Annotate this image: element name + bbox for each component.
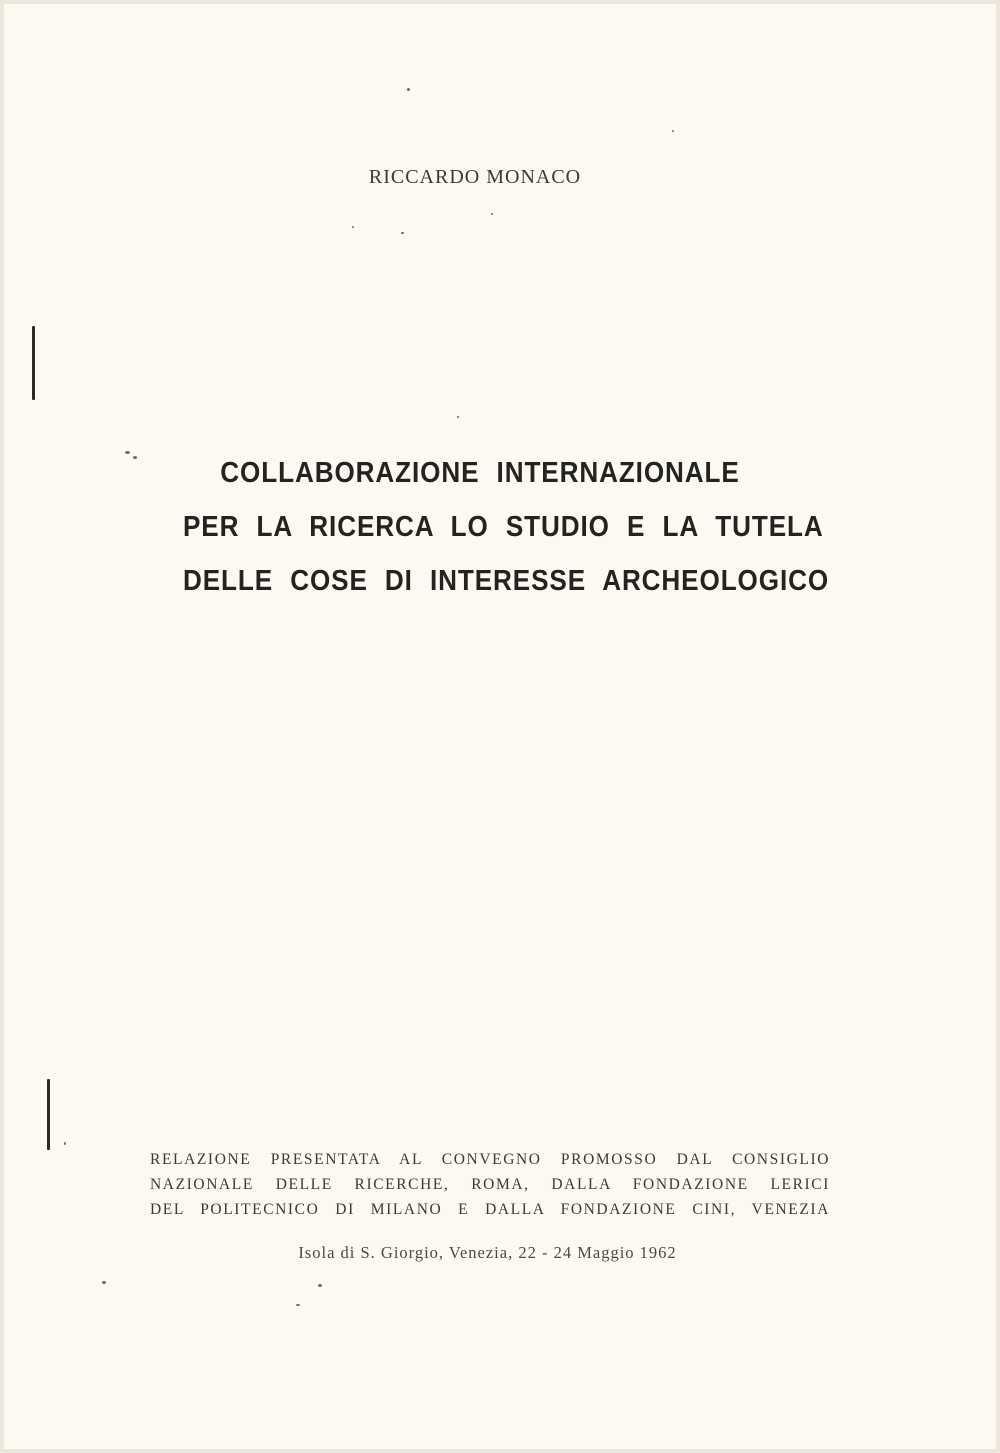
paper-speck: [407, 88, 410, 91]
note-line: RELAZIONE PRESENTATA AL CONVEGNO PROMOSSO DAL CONSIGLIO: [150, 1151, 830, 1168]
author-name: RICCARDO MONACO: [368, 166, 582, 188]
document-title: [150, 446, 830, 608]
note-line: DEL POLITECNICO DI MILANO E DALLA FONDAZIONE CINI, VENEZIA: [150, 1201, 830, 1218]
staple-mark-bottom: [47, 1079, 50, 1150]
presentation-note: [150, 1147, 830, 1222]
paper-speck: [401, 232, 404, 234]
title-line: COLLABORAZIONE INTERNAZIONALE: [220, 457, 740, 489]
paper-speck: [125, 451, 130, 454]
paper-speck: [296, 1304, 300, 1306]
paper-speck: [64, 1142, 66, 1145]
title-line: PER LA RICERCA LO STUDIO E LA TUTELA: [183, 511, 824, 543]
paper-speck: [318, 1284, 322, 1287]
note-line: NAZIONALE DELLE RICERCHE, ROMA, DALLA FONDAZIONE LERICI: [150, 1176, 830, 1193]
paper-speck: [457, 416, 459, 418]
paper-speck: [491, 213, 493, 215]
staple-mark-top: [32, 326, 35, 400]
paper-speck: [102, 1281, 106, 1284]
event-place-date: Isola di S. Giorgio, Venezia, 22 - 24 Maggio 1962: [298, 1243, 677, 1262]
paper-speck: [672, 130, 674, 132]
title-line: DELLE COSE DI INTERESSE ARCHEOLOGICO: [183, 565, 830, 597]
paper-speck: [133, 456, 137, 459]
paper-speck: [352, 226, 354, 228]
